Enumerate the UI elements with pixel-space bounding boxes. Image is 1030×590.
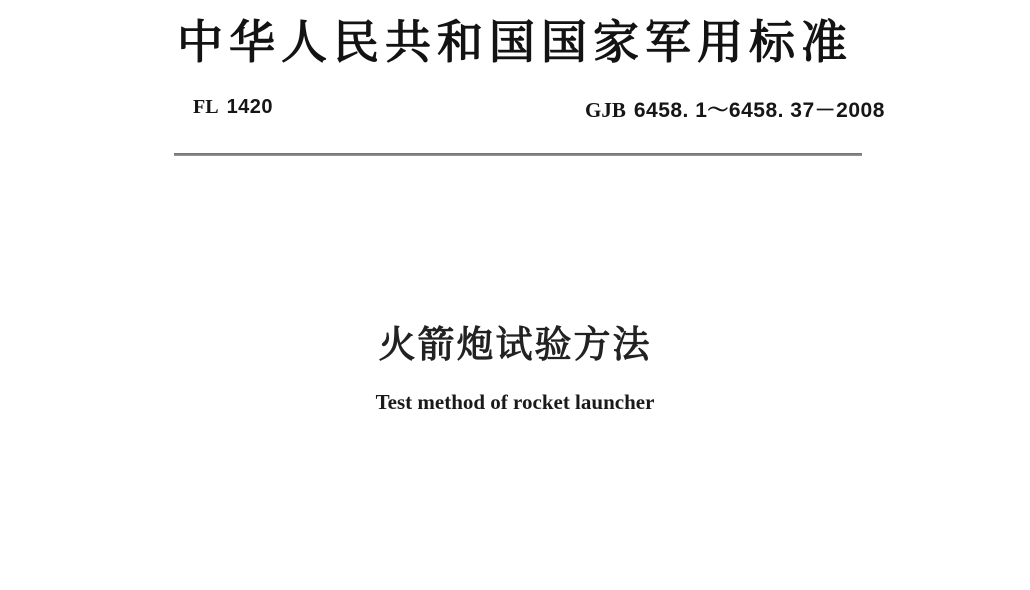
code-row <box>174 93 885 123</box>
divider-line <box>174 153 862 156</box>
classification-code-prefix: FL <box>193 96 219 118</box>
document-title: 火箭炮试验方法 <box>378 324 652 365</box>
classification-code <box>193 96 273 119</box>
standard-number-value: 6458. 1～6458. 37－2008 <box>633 99 885 122</box>
classification-code-number: 1420 <box>226 96 274 118</box>
document-title-english: Test method of rocket launcher <box>375 390 655 414</box>
standard-number-prefix: GJB <box>585 98 626 122</box>
standard-number <box>585 94 885 124</box>
national-standard-header-title: 中华人民共和国国家军用标准 <box>177 17 853 68</box>
